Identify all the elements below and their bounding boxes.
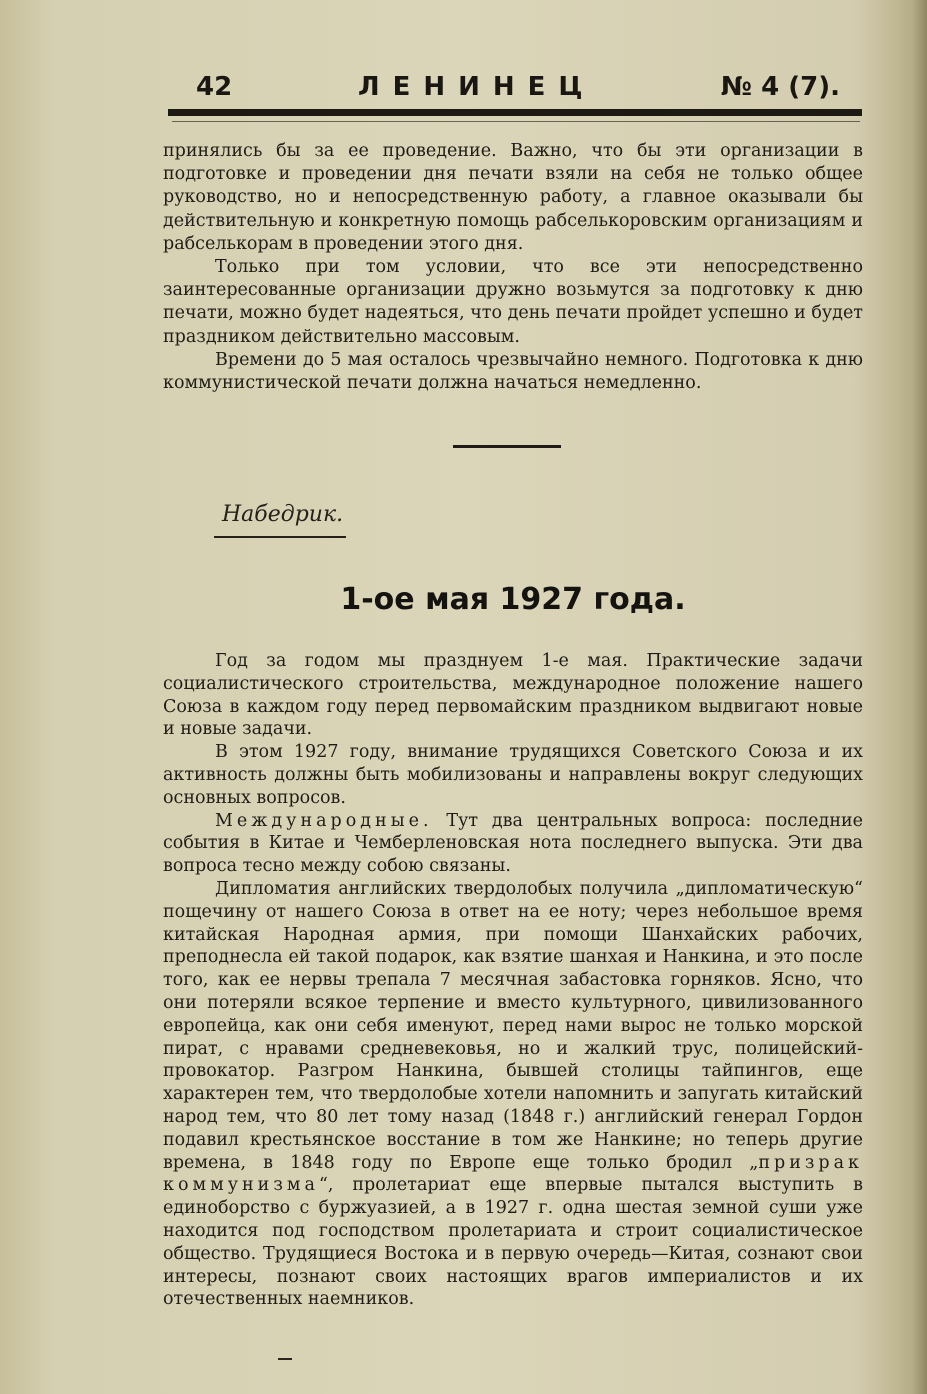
paragraph-text: “, пролетариат еще впервые пытался выступить в единоборство с буржуазией, а в 1927 г. одна шестая земной суши уже находится под господством пролетариата и строит социалистическое общество. Трудящиеся Востока и в первую очередь—Китая, сознают свои интересы, познают своих настоящих врагов империалистов и их отечественных наемников. [163,1175,863,1310]
intro-text [163,140,863,395]
header-rule-thin [172,121,860,122]
author-underline [214,536,346,538]
section-divider [453,445,561,448]
article-body [163,650,863,1311]
article-paragraph: Год за годом мы празднуем 1-е мая. Практические задачи социалистического строительства, международное положение нашего Союза в каждом году перед первомайским праздником выдвигают новые и новые задачи. [163,651,863,740]
intro-paragraph: Только при том условии, что все эти непосредственно заинтересованные организации дружно возьмутся за подготовку к дню печати, можно будет надеяться, что день печати пройдет успешно и будет праздником действительно массовым. [163,257,863,347]
paragraph-text: Дипломатия английских твердолобых получила „дипломатическую“ пощечину от нашего Союза в ответ на ее ноту; через небольшое время китайская Народная армия, при помощи Шанхайских рабочих, преподнесла ей такой подарок, как взятие шанхая и Нанкина, и это после того, как ее нервы трепала 7 месячная забастовка горняков. Ясно, что они потеряли всякое терпение и вместо культурного, цивилизованного европейца, как они себя именуют, перед нами вырос не только морской пират, с нравами средневековья, но и жалкий трус, полицейский-провокатор. Разгром Нанкина, бывшей столицы тайпингов, еще характерен тем, что твердолобые хотели напомнить и запугать китайский народ тем, что 80 лет тому назад (1848 г.) английский генерал Гордон подавил крестьянское восстание в том же Нанкине; но теперь другие времена, в 1848 году по Европе еще только бродил „ [163,878,863,1173]
page-number: 42 [196,72,233,102]
article-paragraph: В этом 1927 году, внимание трудящихся Советского Союза и их активность должны быть мобилизованы и направлены вокруг следующих основных вопросов. [163,742,863,808]
spaced-term-specter: призрак коммунизма [163,1152,863,1196]
running-header [168,72,860,106]
spaced-term-international: Международные. [215,810,433,831]
print-mark [278,1358,292,1360]
header-rule-thick [168,109,862,116]
paragraph-text: Тут два центральных вопроса: последние события в Китае и Чемберленовская нота последнего выпуска. Эти два вопроса тесно между собою связаны. [163,810,863,877]
article-title: 1-ое мая 1927 года. [340,582,686,617]
issue-number: № 4 (7). [720,72,840,102]
article-paragraph [163,878,863,1311]
journal-title: ЛЕНИНЕЦ [358,72,596,102]
intro-paragraph: принялись бы за ее проведение. Важно, что бы эти организации в подготовке и проведении дня печати взяли на себя не только общее руководство, но и непосредственную работу, а главное оказывали бы действительную и конкретную помощь рабселькоровским организациям и рабселькорам в проведении этого дня. [163,141,863,254]
article-paragraph [163,810,863,878]
page-spine-shadow [911,0,927,1394]
article-author: Набедрик. [222,502,344,527]
intro-paragraph: Времени до 5 мая осталось чрезвычайно немного. Подготовка к дню коммунистической печати должна начаться немедленно. [163,349,863,394]
